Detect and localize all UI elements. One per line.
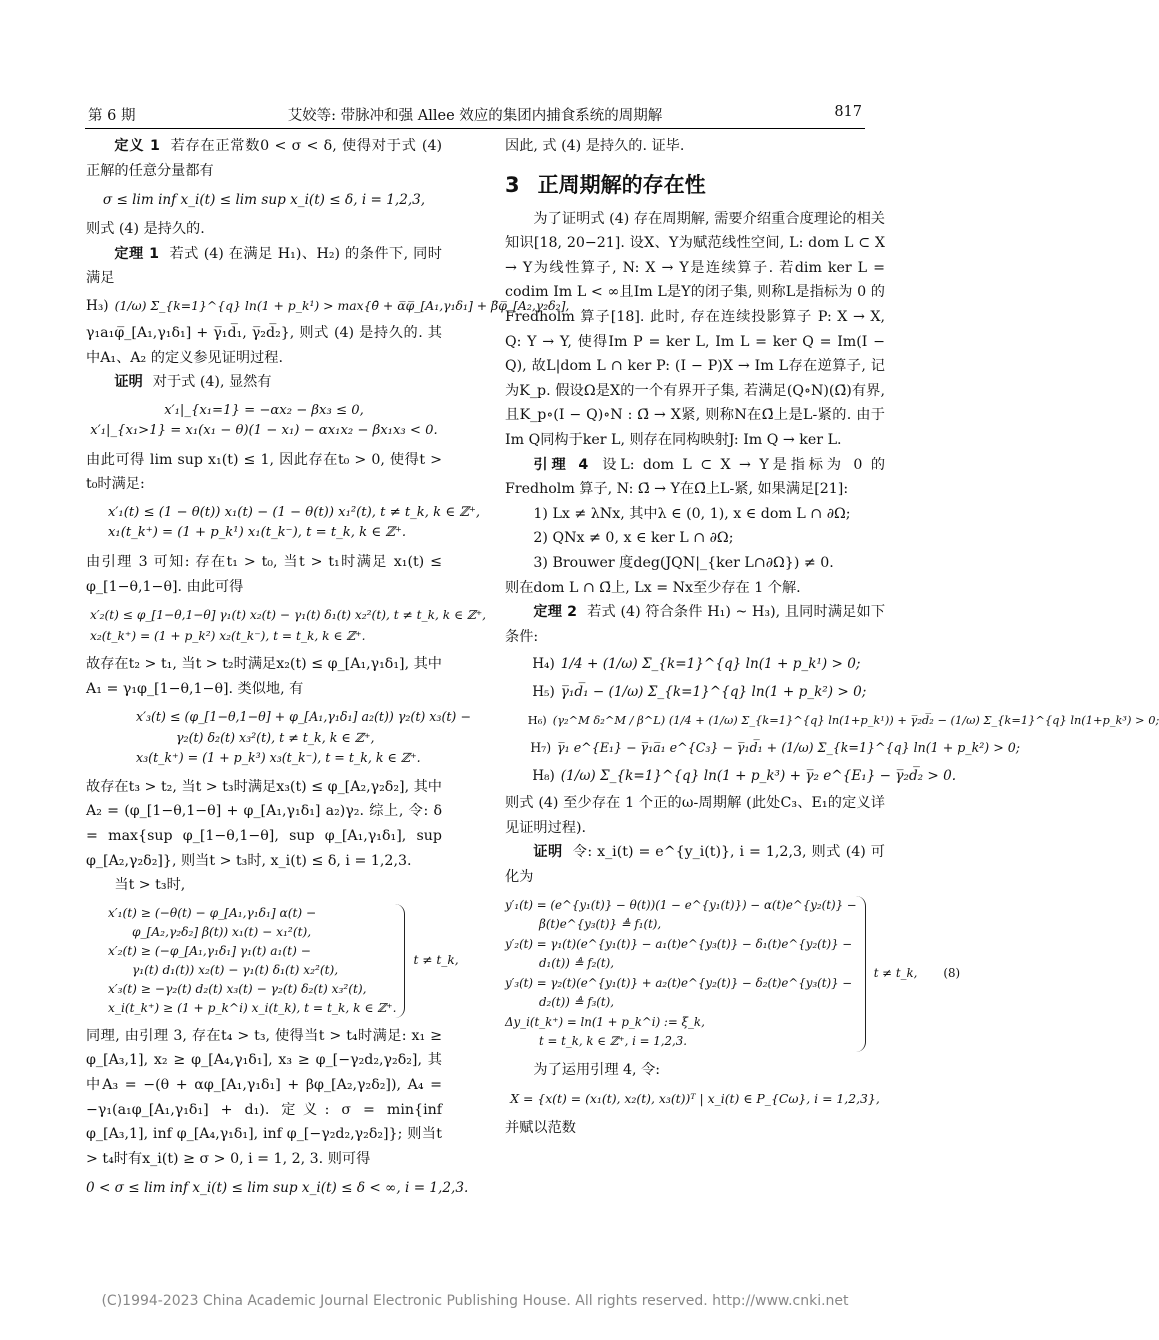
condition-h7-label: H₇) bbox=[530, 740, 552, 756]
theorem-2-tail: 则式 (4) 至少存在 1 个正的ω-周期解 (此处C₃、E₁的定义详见证明过程). bbox=[505, 795, 885, 836]
equation-f: 0 < σ ≤ lim inf x_i(t) ≤ lim sup x_i(t) ≤ δ < ∞, i = 1,2,3. bbox=[86, 1180, 469, 1197]
equation-8-line-3: y′₂(t) = γ₁(t)(e^{y₁(t)} − a₁(t)e^{y₃(t)} − δ₁(t)e^{y₂(t)} − bbox=[505, 936, 853, 951]
lemma-4-condition-3: 3) Brouwer 度deg(JQN|_{ker L∩∂Ω}) ≠ 0. bbox=[533, 554, 834, 571]
equation-8-line-4: d₁(t)) ≜ f₂(t), bbox=[539, 956, 615, 971]
paragraph-2: 由引理 3 可知: 存在t₁ > t₀, 当t > t₁时满足 x₁(t) ≤ φ_[1−θ,1−θ]. 由此可得 bbox=[86, 553, 442, 595]
right-column bbox=[505, 134, 1159, 1141]
condition-h8-label: H₈) bbox=[532, 768, 555, 785]
condition-h7 bbox=[505, 735, 1021, 761]
equation-e-line-3: x′₂(t) ≥ (−φ_[A₁,γ₁δ₁] γ₁(t) a₁(t) − bbox=[108, 943, 311, 958]
equation-d bbox=[86, 707, 471, 769]
page-header bbox=[88, 104, 862, 124]
right-paragraph-1: 为了证明式 (4) 存在周期解, 需要介绍重合度理论的相关知识[18, 20−21]. 设X、Y为赋范线性空间, L: dom L ⊂ X → Y为线性算子, N: X → Y是连续算子. 若dim ker L = codim Im L < ∞且Im L是Y的闭子集, 则称L是指标为 0 的 Fredholm 算子[18]. 此时, 存在连续投影算子 P: X → X, Q: Y → Y, 使得Im P = ker L, Im L = ker Q = Im(I − Q), 故L|dom L ∩ ker P: (I − P)X → Im L存在逆算子, 记为K_p. 假设Ω是X的一个有界开子集, 若满足(Q∘N)(Ω̄)有界, 且K_p∘(I − Q)∘N : Ω̄ → X紧, 则称N在Ω̄上是L-紧的. 由于Im Q同构于ker L, 则存在同构映射J: Im Q → ker L. bbox=[505, 210, 885, 448]
proof-1 bbox=[86, 370, 442, 395]
paragraph-6: 同理, 由引理 3, 存在t₄ > t₃, 使得当t > t₄时满足: x₁ ≥ φ_[A₃,1], x₂ ≥ φ_[A₄,γ₁δ₁], x₃ ≥ φ_[−γ₂d₂,γ₂δ₂], 其中A₃ = −(θ + αφ_[A₁,γ₁δ₁] + βφ_[A₂,γ₂δ₂]), A₄ = −γ₁(a₁φ_[A₁,γ₁δ₁] + d₁). 定义: σ = min{inf φ_[A₃,1], inf φ_[A₄,γ₁δ₁], inf φ_[−γ₂d₂,γ₂δ₂]}; 则当t > t₄时有x_i(t) ≥ σ > 0, i = 1, 2, 3. 则可得 bbox=[86, 1027, 442, 1167]
equation-c-line-1: x′₂(t) ≤ φ_[1−θ,1−θ] γ₁(t) x₂(t) − γ₁(t) δ₁(t) x₂²(t), t ≠ t_k, k ∈ ℤ⁺, bbox=[90, 608, 487, 623]
issue-label: 第 6 期 bbox=[88, 108, 136, 124]
condition-h6-label: H₆) bbox=[527, 713, 547, 728]
section-title: 正周期解的存在性 bbox=[537, 172, 706, 197]
equation-b-line-1: x′₁(t) ≤ (1 − θ(t)) x₁(t) − (1 − θ(t)) x₁²(t), t ≠ t_k, k ∈ ℤ⁺, bbox=[108, 504, 481, 520]
condition-h4 bbox=[505, 651, 885, 677]
theorem-2-label: 定理 2 bbox=[533, 604, 578, 621]
condition-h8 bbox=[505, 763, 957, 789]
running-title: 艾姣等: 带脉冲和强 Allee 效应的集团内捕食系统的周期解 bbox=[287, 108, 663, 124]
condition-h8-formula: (1/ω) Σ_{k=1}^{q} ln(1 + p_k³) + γ̅₂ e^{E₁} − γ̅₂d̅₂ > 0. bbox=[560, 768, 957, 785]
right-paragraph-0: 因此, 式 (4) 是持久的. 证毕. bbox=[505, 138, 685, 154]
equation-a bbox=[86, 401, 442, 442]
equation-8-line-1: y′₁(t) = (e^{y₁(t)} − θ(t))(1 − e^{y₁(t)}) − α(t)e^{y₂(t)} − bbox=[505, 897, 857, 912]
equation-a-line-2: x′₁|_{x₁>1} = x₁(x₁ − θ)(1 − x₁) − αx₁x₂ − βx₁x₃ < 0. bbox=[90, 423, 438, 439]
header-rule bbox=[85, 128, 865, 129]
theorem-1-text: 若式 (4) 在满足 H₁)、H₂) 的条件下, 同时满足 bbox=[86, 245, 442, 287]
definition-1 bbox=[86, 134, 442, 183]
proof-2-text: 令: x_i(t) = e^{y_i(t)}, i = 1,2,3, 则式 (4) 可化为 bbox=[505, 844, 885, 886]
definition-1-text: 若存在正常数0 < σ < δ, 使得对于式 (4) 正解的任意分量都有 bbox=[86, 138, 443, 179]
equation-e-line-2: φ_[A₂,γ₂δ₂] β(t)) x₁(t) − x₁²(t), bbox=[132, 924, 312, 939]
equation-c-line-2: x₂(t_k⁺) = (1 + p_k²) x₂(t_k⁻), t = t_k, k ∈ ℤ⁺. bbox=[90, 628, 366, 643]
lemma-4-condition-1: 1) Lx ≠ λNx, 其中λ ∈ (0, 1), x ∈ dom L ∩ ∂Ω; bbox=[533, 505, 851, 522]
equation-8 bbox=[505, 896, 961, 1052]
lemma-4-tail: 则在dom L ∩ Ω̄上, Lx = Nx至少存在 1 个解. bbox=[505, 579, 801, 596]
condition-h7-formula: γ̅₁ e^{E₁} − γ̅₁a̅₁ e^{C₃} − γ̅₁d̅₁ + (1/ω) Σ_{k=1}^{q} ln(1 + p_k²) > 0; bbox=[557, 740, 1021, 756]
lemma-4-text: 设L: dom L ⊂ X → Y是指标为 0 的 Fredholm 算子, N: Ω̄ → Y在Ω̄上L-紧, 如果满足[21]: bbox=[505, 456, 886, 498]
condition-h5 bbox=[505, 679, 885, 705]
equation-e-line-6: x_i(t_k⁺) ≥ (1 + p_k^i) x_i(t_k), t = t_k, k ∈ ℤ⁺. bbox=[108, 1000, 397, 1015]
proof-1-label: 证明 bbox=[114, 374, 143, 391]
equation-8-line-6: d₂(t)) ≜ f₃(t), bbox=[539, 995, 615, 1010]
definition-1-equation: σ ≤ lim inf x_i(t) ≤ lim sup x_i(t) ≤ δ, i = 1,2,3, bbox=[102, 192, 426, 209]
theorem-1-label: 定理 1 bbox=[114, 245, 159, 262]
right-paragraph-final: 为了运用引理 4, 令: bbox=[533, 1061, 661, 1078]
equation-b bbox=[86, 503, 481, 544]
equation-e-lines bbox=[108, 904, 405, 1018]
condition-h5-formula: γ̅₁d̅₁ − (1/ω) Σ_{k=1}^{q} ln(1 + p_k²) > 0; bbox=[560, 684, 867, 701]
condition-h3-label: H₃) bbox=[86, 297, 109, 314]
equation-8-line-2: β(t)e^{y₃(t)} ≜ f₁(t), bbox=[539, 917, 662, 932]
equation-c bbox=[86, 605, 487, 646]
equation-e bbox=[86, 904, 459, 1018]
equation-8-line-8: t = t_k, k ∈ ℤ⁺, i = 1,2,3. bbox=[539, 1034, 688, 1049]
theorem-1 bbox=[86, 242, 442, 291]
condition-h5-label: H₅) bbox=[532, 684, 555, 701]
equation-8-condition: t ≠ t_k, bbox=[873, 965, 918, 980]
definition-1-tail: 则式 (4) 是持久的. bbox=[86, 221, 205, 238]
condition-h4-label: H₄) bbox=[532, 656, 555, 673]
equation-d-line-2: γ₂(t) δ₂(t) x₃²(t), t ≠ t_k, k ∈ ℤ⁺, bbox=[176, 729, 375, 745]
theorem-1-continuation: γ₁a₁φ̅_[A₁,γ₁δ₁] + γ̅₁d̅₁, γ̅₂d̅₂}, 则式 (4) 是持久的. 其中A₁、A₂ 的定义参见证明过程. bbox=[86, 324, 442, 366]
paragraph-5: 当t > t₃时, bbox=[114, 877, 186, 894]
equation-e-line-1: x′₁(t) ≥ (−θ(t) − φ_[A₁,γ₁δ₁] α(t) − bbox=[108, 905, 317, 920]
theorem-2 bbox=[505, 600, 885, 649]
definition-1-label: 定义 1 bbox=[114, 138, 160, 154]
lemma-4 bbox=[505, 453, 885, 502]
lemma-4-label: 引理 4 bbox=[533, 456, 589, 473]
paragraph-1: 由此可得 lim sup x₁(t) ≤ 1, 因此存在t₀ > 0, 使得t > t₀时满足: bbox=[86, 451, 442, 493]
equation-e-line-5: x′₃(t) ≥ −γ₂(t) d₂(t) x₃(t) − γ₂(t) δ₂(t) x₃²(t), bbox=[108, 981, 367, 996]
equation-8-line-7: Δy_i(t_k⁺) = ln(1 + p_k^i) := ξ_k, bbox=[505, 1014, 705, 1029]
equation-b-line-2: x₁(t_k⁺) = (1 + p_k¹) x₁(t_k⁻), t = t_k, k ∈ ℤ⁺. bbox=[108, 525, 407, 541]
proof-2-label: 证明 bbox=[533, 844, 563, 861]
section-heading bbox=[505, 171, 885, 199]
theorem-2-text: 若式 (4) 符合条件 H₁) ~ H₃), 且同时满足如下条件: bbox=[505, 604, 886, 645]
equation-e-condition: t ≠ t_k, bbox=[413, 953, 459, 968]
equation-a-line-1: x′₁|_{x₁=1} = −αx₂ − βx₃ ≤ 0, bbox=[164, 402, 364, 418]
equation-X: X = {x(t) = (x₁(t), x₂(t), x₃(t))ᵀ | x_i(t) ∈ P_{Cω}, i = 1,2,3}, bbox=[510, 1091, 880, 1107]
equation-8-lines bbox=[505, 896, 866, 1052]
paragraph-4: 故存在t₃ > t₂, 当t > t₃时满足x₃(t) ≤ φ_[A₂,γ₂δ₂], 其中A₂ = (φ_[1−θ,1−θ] + φ_[A₁,γ₁δ₁] a₂)γ₂. 综上, 令: δ = max{sup φ_[1−θ,1−θ], sup φ_[A₁,γ₁δ₁], sup φ_[A₂,γ₂δ₂]}, 则当t > t₃时, x_i(t) ≤ δ, i = 1,2,3. bbox=[86, 778, 442, 869]
proof-2 bbox=[505, 840, 885, 889]
equation-8-number: (8) bbox=[943, 965, 961, 980]
equation-d-line-1: x′₃(t) ≤ (φ_[1−θ,1−θ] + φ_[A₁,γ₁δ₁] a₂(t)) γ₂(t) x₃(t) − bbox=[136, 709, 471, 725]
equation-d-line-3: x₃(t_k⁺) = (1 + p_k³) x₃(t_k⁻), t = t_k, k ∈ ℤ⁺. bbox=[136, 750, 421, 766]
paragraph-3: 故存在t₂ > t₁, 当t > t₂时满足x₂(t) ≤ φ_[A₁,γ₁δ₁], 其中A₁ = γ₁φ_[1−θ,1−θ]. 类似地, 有 bbox=[86, 656, 442, 697]
equation-8-line-5: y′₃(t) = γ₂(t)(e^{y₁(t)} + a₂(t)e^{y₂(t)} − δ₂(t)e^{y₃(t)} − bbox=[505, 975, 853, 990]
condition-h3-formula: (1/ω) Σ_{k=1}^{q} ln(1 + p_k¹) > max{θ̄ + α̅φ̅_[A₁,γ₁δ₁] + β̅φ̅_[A₂,γ₂δ₂], bbox=[114, 297, 570, 313]
condition-h4-formula: 1/4 + (1/ω) Σ_{k=1}^{q} ln(1 + p_k¹) > 0; bbox=[560, 656, 861, 673]
right-paragraph-end: 并赋以范数 bbox=[505, 1120, 576, 1137]
copyright-footer: (C)1994-2023 China Academic Journal Electronic Publishing House. All rights reserved. http://www.cnki.net bbox=[101, 1293, 849, 1309]
lemma-4-condition-2: 2) QNx ≠ 0, x ∈ ker L ∩ ∂Ω; bbox=[533, 530, 734, 547]
page-number: 817 bbox=[834, 104, 862, 120]
section-number: 3 bbox=[505, 172, 520, 197]
proof-1-intro: 对于式 (4), 显然有 bbox=[152, 374, 272, 391]
condition-h6 bbox=[505, 707, 1159, 733]
condition-h3 bbox=[86, 293, 570, 319]
condition-h6-formula: (γ₂^M δ₂^M / β^L) (1/4 + (1/ω) Σ_{k=1}^{q} ln(1+p_k¹)) + γ̅₂d̅₂ − (1/ω) Σ_{k=1}^{q} ln(1+p_k³) > 0; bbox=[552, 713, 1159, 728]
equation-e-line-4: γ₁(t) d₁(t)) x₂(t) − γ₁(t) δ₁(t) x₂²(t), bbox=[132, 962, 339, 977]
